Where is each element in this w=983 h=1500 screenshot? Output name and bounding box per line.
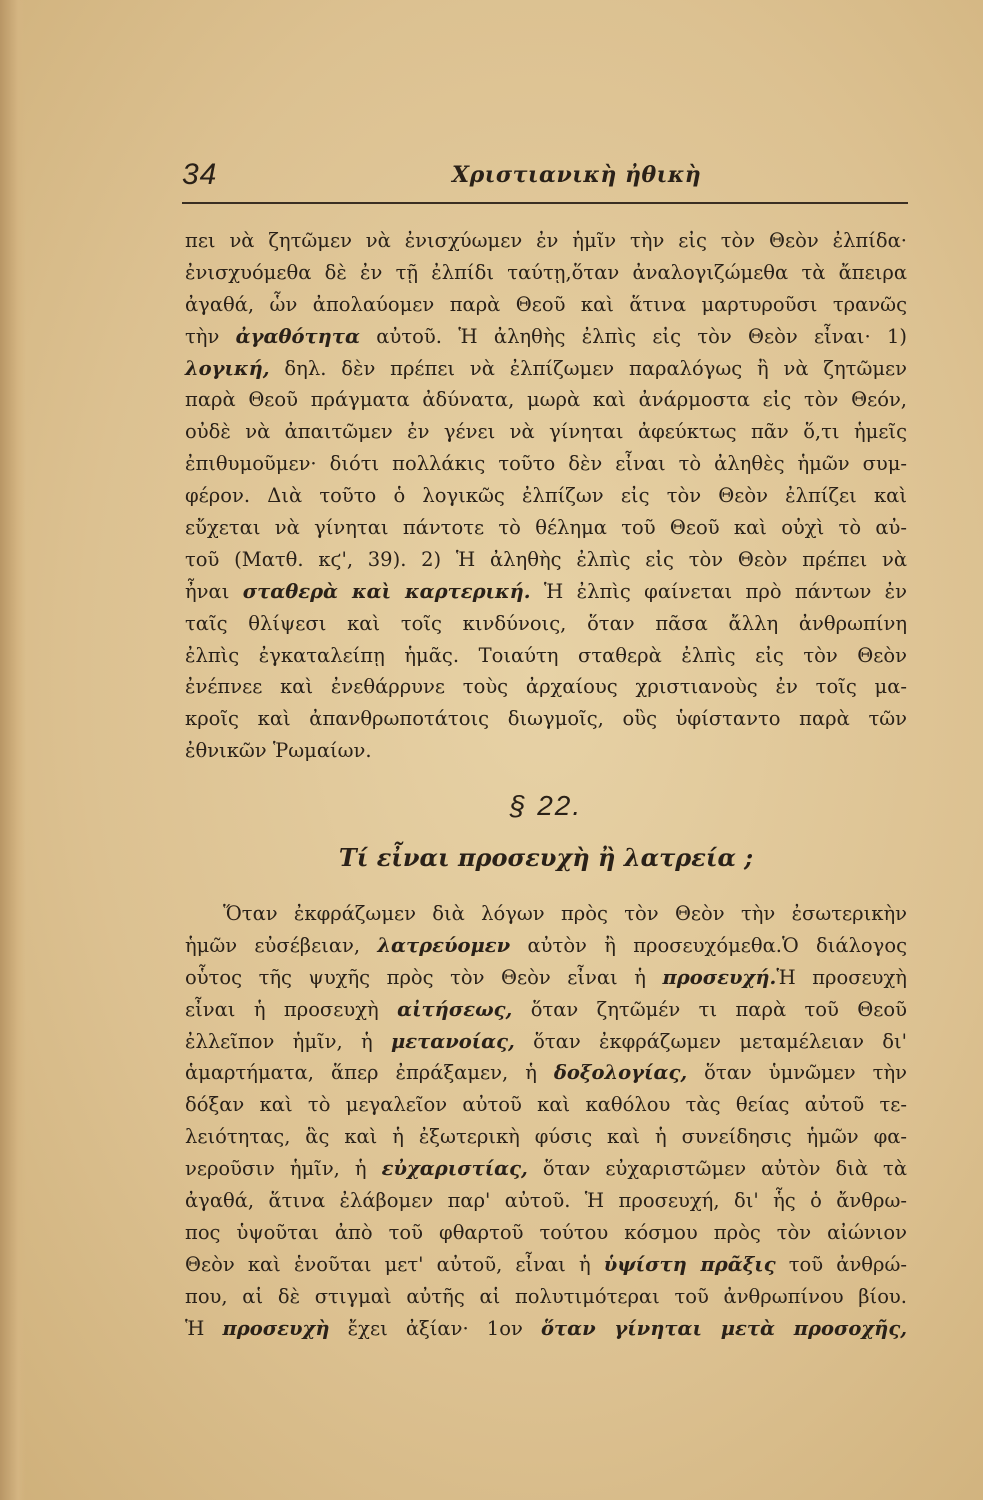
text-run: τοῦ ἀνθρώ- [775, 1252, 907, 1276]
text-line [185, 321, 907, 353]
text-line [185, 1313, 907, 1345]
text-run: ἐνισχυόμεθα δὲ ἐν τῇ ἐλπίδι ταύτῃ,ὅταν ἀναλογιζώμεθα τὰ ἄπειρα [185, 260, 907, 284]
text-line [185, 1185, 907, 1217]
emphasis-term: προσευχή. [662, 965, 777, 989]
text-run: ὅταν ὑμνῶμεν τὴν [687, 1061, 907, 1085]
text-line [185, 257, 907, 289]
text-run: οὐδὲ νὰ ἀπαιτῶμεν ἐν γένει νὰ γίνηται ἀφεύκτως πᾶν ὅ,τι ἡμεῖς [185, 420, 907, 444]
text-line [185, 930, 907, 962]
emphasis-term: ἀγαθότητα [235, 324, 360, 348]
text-line [185, 608, 907, 640]
text-line [185, 480, 907, 512]
text-run: ἡμῶν εὐσέβειαν, [185, 933, 378, 957]
text-line [185, 1249, 907, 1281]
text-run: εὔχεται νὰ γίνηται πάντοτε τὸ θέλημα τοῦ Θεοῦ καὶ οὐχὶ τὸ αὐ- [185, 516, 907, 540]
text-line [185, 962, 907, 994]
text-run: φέρον. Διὰ τοῦτο ὁ λογικῶς ἐλπίζων εἰς τὸν Θεὸν ἐλπίζει καὶ [185, 484, 907, 508]
text-run: πος ὑψοῦται ἀπὸ τοῦ φθαρτοῦ τούτου κόσμου πρὸς τὸν αἰώνιον [185, 1220, 907, 1244]
body-text-section-22 [185, 898, 907, 1344]
text-run: Ἡ προσευχὴ [776, 965, 907, 989]
text-line [185, 353, 907, 385]
text-run: δόξαν καὶ τὸ μεγαλεῖον αὐτοῦ καὶ καθόλου τὰς θείας αὐτοῦ τε- [185, 1093, 907, 1117]
text-line [185, 671, 907, 703]
text-run: τοῦ (Ματθ. κϛ', 39). 2) Ἡ ἀληθὴς ἐλπὶς εἰς τὸν Θεὸν πρέπει νὰ [185, 547, 907, 571]
emphasis-term: αἰτήσεως, [397, 997, 513, 1021]
text-run: αὐτὸν ἢ προσευχόμεθα.Ὁ διάλογος [510, 933, 907, 957]
text-line [185, 1089, 907, 1121]
text-run: ἐλπὶς ἐγκαταλείπῃ ἡμᾶς. Τοιαύτη σταθερὰ ἐλπὶς εἰς τὸν Θεὸν [185, 643, 907, 667]
text-line [185, 416, 907, 448]
page-header [182, 158, 908, 208]
text-line [185, 384, 907, 416]
text-run: τὴν [185, 324, 236, 348]
text-line [185, 1026, 907, 1058]
section-title: Τί εἶναι προσευχὴ ἢ λατρεία ; [338, 843, 754, 872]
text-run: Ἡ [185, 1316, 223, 1340]
text-line [185, 1057, 907, 1089]
text-run: ὅταν εὐχαριστῶμεν αὐτὸν διὰ τὰ [527, 1157, 907, 1181]
text-run: νεροῦσιν ἡμῖν, ἡ [185, 1157, 382, 1181]
text-run: πει νὰ ζητῶμεν νὰ ἐνισχύωμεν ἐν ἡμῖν τὴν εἰς τὸν Θεὸν ἐλπίδα· [185, 229, 907, 252]
text-run: Ἡ ἐλπὶς φαίνεται πρὸ πάντων ἐν [530, 579, 907, 603]
text-line [185, 703, 907, 735]
text-line [185, 898, 907, 930]
text-line [185, 289, 907, 321]
text-line [185, 1217, 907, 1249]
emphasis-term: σταθερὰ καὶ καρτερική. [242, 579, 531, 603]
text-run: που, αἱ δὲ στιγμαὶ αὐτῆς αἱ πολυτιμότεραι τοῦ ἀνθρωπίνου βίου. [185, 1284, 907, 1308]
header-rule [182, 202, 908, 204]
text-run: ἦναι [185, 579, 243, 603]
text-line [185, 1153, 907, 1185]
text-run: ἀγαθά, ὧν ἀπολαύομεν παρὰ Θεοῦ καὶ ἅτινα μαρτυροῦσι τρανῶς [185, 292, 907, 316]
emphasis-term: μετανοίας, [390, 1029, 515, 1053]
text-run: λειότητας, ἃς καὶ ἡ ἐξωτερικὴ φύσις καὶ ἡ συνείδησις ἡμῶν φα- [185, 1125, 907, 1149]
page-number: 34 [182, 158, 218, 191]
text-line [185, 640, 907, 672]
emphasis-term: προσευχὴ [222, 1316, 330, 1340]
text-run: ἐθνικῶν Ῥωμαίων. [185, 739, 372, 763]
body-text-section-21 [185, 225, 907, 767]
text-run: αὐτοῦ. Ἡ ἀληθὴς ἐλπὶς εἰς τὸν Θεὸν εἶναι· 1) [359, 324, 907, 348]
text-run: ἁμαρτήματα, ἅπερ ἐπράξαμεν, ἡ [185, 1061, 554, 1085]
text-run: ἔχει ἀξίαν· 1ον [329, 1316, 541, 1340]
text-line [185, 544, 907, 576]
text-line [185, 1281, 907, 1313]
text-line [185, 225, 907, 257]
text-line [185, 576, 907, 608]
emphasis-term: ὅταν γίνηται μετὰ προσοχῆς, [540, 1316, 907, 1340]
text-run: ὅταν ζητῶμέν τι παρὰ τοῦ Θεοῦ [512, 997, 907, 1021]
text-run: ἀγαθά, ἅτινα ἐλάβομεν παρ' αὐτοῦ. Ἡ προσευχή, δι' ἧς ὁ ἄνθρω- [185, 1189, 907, 1213]
emphasis-term: εὐχαριστίας, [381, 1157, 528, 1181]
text-run: ταῖς θλίψεσι καὶ τοῖς κινδύνοις, ὅταν πᾶσα ἄλλη ἀνθρωπίνη [185, 611, 907, 635]
emphasis-term: δοξολογίας, [553, 1061, 688, 1085]
text-run: εἶναι ἡ προσευχὴ [185, 997, 398, 1021]
text-run: ἐνέπνεε καὶ ἐνεθάρρυνε τοὺς ἀρχαίους χριστιανοὺς ἐν τοῖς μα- [185, 675, 907, 699]
section-number: § 22. [509, 790, 583, 821]
running-title: Χριστιανικὴ ἠθικὴ [452, 162, 702, 188]
text-line [185, 448, 907, 480]
text-run: παρὰ Θεοῦ πράγματα ἀδύνατα, μωρὰ καὶ ἀνάρμοστα εἰς τὸν Θεόν, [185, 388, 907, 412]
text-run: οὗτος τῆς ψυχῆς πρὸς τὸν Θεὸν εἶναι ἡ [185, 965, 663, 989]
text-run: ἐπιθυμοῦμεν· διότι πολλάκις τοῦτο δὲν εἶναι τὸ ἀληθὲς ἡμῶν συμ- [185, 452, 907, 476]
text-run: ὅταν ἐκφράζωμεν μεταμέλειαν δι' [514, 1029, 907, 1053]
emphasis-term: λατρεύομεν [377, 933, 511, 957]
emphasis-term: ὑψίστη πρᾶξις [603, 1252, 776, 1276]
text-run: ἐλλεῖπον ἡμῖν, ἡ [185, 1029, 391, 1053]
text-line [185, 735, 907, 767]
text-run: Θεὸν καὶ ἑνοῦται μετ' αὐτοῦ, εἶναι ἡ [185, 1252, 604, 1276]
text-line [185, 1121, 907, 1153]
text-run: Ὅταν ἐκφράζωμεν διὰ λόγων πρὸς τὸν Θεὸν τὴν ἐσωτερικὴν [223, 902, 907, 925]
text-line [185, 512, 907, 544]
book-spine-shadow [0, 0, 26, 1500]
text-run: κροῖς καὶ ἀπανθρωποτάτοις διωγμοῖς, οὓς ὑφίσταντο παρὰ τῶν [185, 707, 907, 731]
emphasis-term: λογική, [185, 356, 270, 380]
text-line [185, 994, 907, 1026]
text-run: δηλ. δὲν πρέπει νὰ ἐλπίζωμεν παραλόγως ἢ νὰ ζητῶμεν [269, 356, 907, 380]
